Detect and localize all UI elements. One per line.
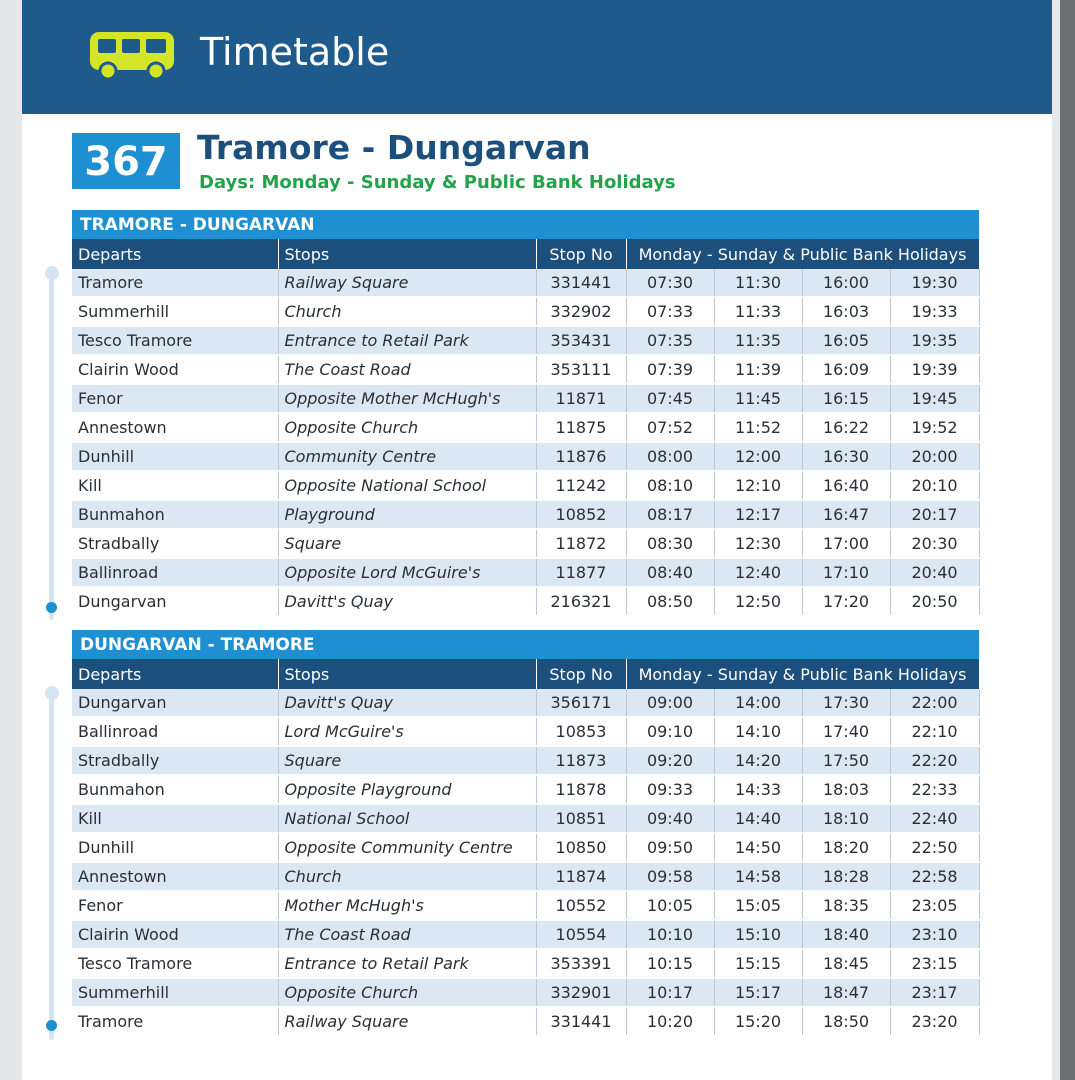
stops-header: Stops	[278, 659, 536, 689]
time-cell: 12:00	[714, 442, 802, 471]
departs-cell: Summerhill	[72, 978, 278, 1007]
time-cell: 08:00	[626, 442, 714, 471]
time-cell: 10:05	[626, 891, 714, 920]
time-cell: 11:39	[714, 355, 802, 384]
time-cell: 23:10	[890, 920, 979, 949]
table-row	[72, 326, 979, 355]
time-cell: 20:50	[890, 587, 979, 616]
time-cell: 23:17	[890, 978, 979, 1007]
time-cell: 07:35	[626, 326, 714, 355]
stop-no-cell: 332902	[536, 297, 626, 326]
departs-cell: Tramore	[72, 1007, 278, 1036]
time-cell: 09:00	[626, 689, 714, 717]
time-cell: 19:35	[890, 326, 979, 355]
table-row	[72, 587, 979, 616]
time-cell: 07:30	[626, 269, 714, 297]
time-cell: 18:20	[802, 833, 890, 862]
route-name: Tramore - Dungarvan	[197, 128, 591, 167]
time-cell: 22:20	[890, 746, 979, 775]
departs-cell: Annestown	[72, 413, 278, 442]
departs-cell: Fenor	[72, 384, 278, 413]
bus-icon	[88, 30, 176, 82]
time-cell: 20:00	[890, 442, 979, 471]
table-row	[72, 442, 979, 471]
route-days: Days: Monday - Sunday & Public Bank Holidays	[199, 172, 676, 193]
stop-no-cell: 11242	[536, 471, 626, 500]
time-cell: 18:28	[802, 862, 890, 891]
time-cell: 07:33	[626, 297, 714, 326]
stop-cell: Davitt's Quay	[278, 587, 536, 616]
time-cell: 15:15	[714, 949, 802, 978]
stop-cell: Davitt's Quay	[278, 689, 536, 717]
departs-cell: Fenor	[72, 891, 278, 920]
time-cell: 14:00	[714, 689, 802, 717]
time-cell: 08:10	[626, 471, 714, 500]
stop-no-cell: 331441	[536, 1007, 626, 1036]
time-cell: 14:40	[714, 804, 802, 833]
table-row	[72, 384, 979, 413]
time-cell: 22:58	[890, 862, 979, 891]
stop-cell: Entrance to Retail Park	[278, 949, 536, 978]
time-cell: 16:03	[802, 297, 890, 326]
table-row	[72, 471, 979, 500]
stop-cell: The Coast Road	[278, 355, 536, 384]
time-cell: 16:47	[802, 500, 890, 529]
departs-cell: Tesco Tramore	[72, 949, 278, 978]
stop-no-cell: 353111	[536, 355, 626, 384]
stop-cell: Opposite Playground	[278, 775, 536, 804]
time-cell: 18:03	[802, 775, 890, 804]
stop-cell: Opposite Church	[278, 978, 536, 1007]
table-row	[72, 355, 979, 384]
page-edge	[1060, 0, 1075, 1080]
time-cell: 09:50	[626, 833, 714, 862]
table-row	[72, 1007, 979, 1036]
stop-cell: Opposite Community Centre	[278, 833, 536, 862]
stop-no-cell: 353431	[536, 326, 626, 355]
stop-cell: Square	[278, 746, 536, 775]
time-cell: 11:30	[714, 269, 802, 297]
table-row	[72, 558, 979, 587]
time-cell: 19:33	[890, 297, 979, 326]
stop-cell: Community Centre	[278, 442, 536, 471]
stops-header: Stops	[278, 239, 536, 269]
stop-no-cell: 11871	[536, 384, 626, 413]
time-cell: 12:50	[714, 587, 802, 616]
time-cell: 23:15	[890, 949, 979, 978]
stop-no-cell: 331441	[536, 269, 626, 297]
table-row	[72, 529, 979, 558]
stop-cell: National School	[278, 804, 536, 833]
time-cell: 22:33	[890, 775, 979, 804]
time-cell: 14:10	[714, 717, 802, 746]
time-cell: 08:17	[626, 500, 714, 529]
table-row	[72, 978, 979, 1007]
stop-no-cell: 10850	[536, 833, 626, 862]
table-row	[72, 689, 979, 717]
time-cell: 10:15	[626, 949, 714, 978]
stop-no-cell: 10852	[536, 500, 626, 529]
departs-cell: Summerhill	[72, 297, 278, 326]
time-cell: 18:10	[802, 804, 890, 833]
time-cell: 18:47	[802, 978, 890, 1007]
time-cell: 10:20	[626, 1007, 714, 1036]
time-cell: 12:17	[714, 500, 802, 529]
time-cell: 15:17	[714, 978, 802, 1007]
stop-no-cell: 332901	[536, 978, 626, 1007]
table-row	[72, 949, 979, 978]
time-cell: 14:20	[714, 746, 802, 775]
stop-cell: The Coast Road	[278, 920, 536, 949]
table-row	[72, 413, 979, 442]
stop-no-cell: 356171	[536, 689, 626, 717]
time-cell: 18:40	[802, 920, 890, 949]
time-cell: 22:50	[890, 833, 979, 862]
stop-cell: Opposite National School	[278, 471, 536, 500]
stop-no-header: Stop No	[536, 659, 626, 689]
table-row	[72, 500, 979, 529]
time-cell: 08:50	[626, 587, 714, 616]
departs-cell: Dunhill	[72, 833, 278, 862]
route-number-badge: 367	[72, 133, 180, 189]
inbound-rows	[72, 689, 979, 1036]
stop-no-cell: 10853	[536, 717, 626, 746]
time-cell: 20:10	[890, 471, 979, 500]
stop-no-cell: 11877	[536, 558, 626, 587]
departs-cell: Tesco Tramore	[72, 326, 278, 355]
route-line-inbound	[44, 686, 60, 1040]
time-cell: 20:17	[890, 500, 979, 529]
table-row	[72, 269, 979, 297]
time-cell: 22:00	[890, 689, 979, 717]
stop-no-cell: 216321	[536, 587, 626, 616]
time-cell: 23:05	[890, 891, 979, 920]
time-cell: 09:58	[626, 862, 714, 891]
stop-cell: Entrance to Retail Park	[278, 326, 536, 355]
departs-cell: Ballinroad	[72, 717, 278, 746]
time-cell: 12:10	[714, 471, 802, 500]
time-cell: 16:15	[802, 384, 890, 413]
departs-cell: Bunmahon	[72, 775, 278, 804]
time-cell: 18:50	[802, 1007, 890, 1036]
stop-cell: Square	[278, 529, 536, 558]
time-cell: 19:52	[890, 413, 979, 442]
table-header-row	[72, 239, 979, 269]
stop-cell: Church	[278, 862, 536, 891]
stop-cell: Lord McGuire's	[278, 717, 536, 746]
time-cell: 22:10	[890, 717, 979, 746]
departs-cell: Ballinroad	[72, 558, 278, 587]
time-cell: 22:40	[890, 804, 979, 833]
time-cell: 16:09	[802, 355, 890, 384]
route-end-dot	[46, 1020, 57, 1031]
time-cell: 10:10	[626, 920, 714, 949]
stop-cell: Opposite Lord McGuire's	[278, 558, 536, 587]
time-cell: 14:50	[714, 833, 802, 862]
time-cell: 08:30	[626, 529, 714, 558]
departs-header: Departs	[72, 659, 278, 689]
table-row	[72, 746, 979, 775]
time-cell: 11:52	[714, 413, 802, 442]
departs-cell: Stradbally	[72, 529, 278, 558]
stop-cell: Railway Square	[278, 269, 536, 297]
time-cell: 12:40	[714, 558, 802, 587]
time-cell: 16:30	[802, 442, 890, 471]
route-line-outbound	[44, 266, 60, 620]
time-cell: 09:10	[626, 717, 714, 746]
departs-cell: Dungarvan	[72, 587, 278, 616]
stop-cell: Opposite Church	[278, 413, 536, 442]
time-cell: 17:50	[802, 746, 890, 775]
stop-cell: Mother McHugh's	[278, 891, 536, 920]
inbound-title: DUNGARVAN - TRAMORE	[72, 630, 979, 659]
time-cell: 16:40	[802, 471, 890, 500]
time-cell: 07:39	[626, 355, 714, 384]
table-row	[72, 891, 979, 920]
time-cell: 18:45	[802, 949, 890, 978]
time-cell: 17:30	[802, 689, 890, 717]
days-header: Monday - Sunday & Public Bank Holidays	[626, 659, 979, 689]
time-cell: 19:30	[890, 269, 979, 297]
time-cell: 12:30	[714, 529, 802, 558]
departs-cell: Clairin Wood	[72, 355, 278, 384]
departs-cell: Annestown	[72, 862, 278, 891]
table-row	[72, 297, 979, 326]
time-cell: 07:45	[626, 384, 714, 413]
departs-cell: Bunmahon	[72, 500, 278, 529]
outbound-table	[72, 239, 980, 617]
time-cell: 15:10	[714, 920, 802, 949]
time-cell: 14:58	[714, 862, 802, 891]
table-row	[72, 920, 979, 949]
time-cell: 14:33	[714, 775, 802, 804]
stop-no-cell: 10851	[536, 804, 626, 833]
time-cell: 17:40	[802, 717, 890, 746]
time-cell: 20:40	[890, 558, 979, 587]
stop-no-header: Stop No	[536, 239, 626, 269]
departs-cell: Stradbally	[72, 746, 278, 775]
inbound-table	[72, 659, 980, 1037]
stop-cell: Opposite Mother McHugh's	[278, 384, 536, 413]
table-row	[72, 833, 979, 862]
stop-no-cell: 10554	[536, 920, 626, 949]
stop-cell: Playground	[278, 500, 536, 529]
time-cell: 08:40	[626, 558, 714, 587]
stop-no-cell: 11878	[536, 775, 626, 804]
table-row	[72, 717, 979, 746]
header-title: Timetable	[200, 30, 390, 74]
departs-cell: Clairin Wood	[72, 920, 278, 949]
departs-cell: Dunhill	[72, 442, 278, 471]
header-bar	[22, 0, 1052, 114]
time-cell: 20:30	[890, 529, 979, 558]
time-cell: 16:22	[802, 413, 890, 442]
time-cell: 18:35	[802, 891, 890, 920]
stop-no-cell: 10552	[536, 891, 626, 920]
time-cell: 15:05	[714, 891, 802, 920]
stop-no-cell: 353391	[536, 949, 626, 978]
table-header-row	[72, 659, 979, 689]
time-cell: 23:20	[890, 1007, 979, 1036]
departs-header: Departs	[72, 239, 278, 269]
outbound-rows	[72, 269, 979, 616]
time-cell: 17:00	[802, 529, 890, 558]
timetable-page	[22, 0, 1052, 1080]
time-cell: 07:52	[626, 413, 714, 442]
stop-cell: Railway Square	[278, 1007, 536, 1036]
departs-cell: Kill	[72, 471, 278, 500]
time-cell: 17:10	[802, 558, 890, 587]
time-cell: 19:45	[890, 384, 979, 413]
time-cell: 17:20	[802, 587, 890, 616]
time-cell: 11:45	[714, 384, 802, 413]
time-cell: 11:35	[714, 326, 802, 355]
time-cell: 09:33	[626, 775, 714, 804]
time-cell: 16:00	[802, 269, 890, 297]
stop-no-cell: 11876	[536, 442, 626, 471]
days-header: Monday - Sunday & Public Bank Holidays	[626, 239, 979, 269]
departs-cell: Tramore	[72, 269, 278, 297]
stop-cell: Church	[278, 297, 536, 326]
time-cell: 09:20	[626, 746, 714, 775]
stop-no-cell: 11874	[536, 862, 626, 891]
table-row	[72, 862, 979, 891]
inbound-section	[72, 630, 979, 1037]
time-cell: 09:40	[626, 804, 714, 833]
outbound-section	[72, 210, 979, 617]
time-cell: 15:20	[714, 1007, 802, 1036]
departs-cell: Kill	[72, 804, 278, 833]
time-cell: 16:05	[802, 326, 890, 355]
table-row	[72, 775, 979, 804]
time-cell: 10:17	[626, 978, 714, 1007]
stop-no-cell: 11875	[536, 413, 626, 442]
departs-cell: Dungarvan	[72, 689, 278, 717]
time-cell: 11:33	[714, 297, 802, 326]
stop-no-cell: 11872	[536, 529, 626, 558]
table-row	[72, 804, 979, 833]
outbound-title: TRAMORE - DUNGARVAN	[72, 210, 979, 239]
time-cell: 19:39	[890, 355, 979, 384]
route-end-dot	[46, 602, 57, 613]
stop-no-cell: 11873	[536, 746, 626, 775]
